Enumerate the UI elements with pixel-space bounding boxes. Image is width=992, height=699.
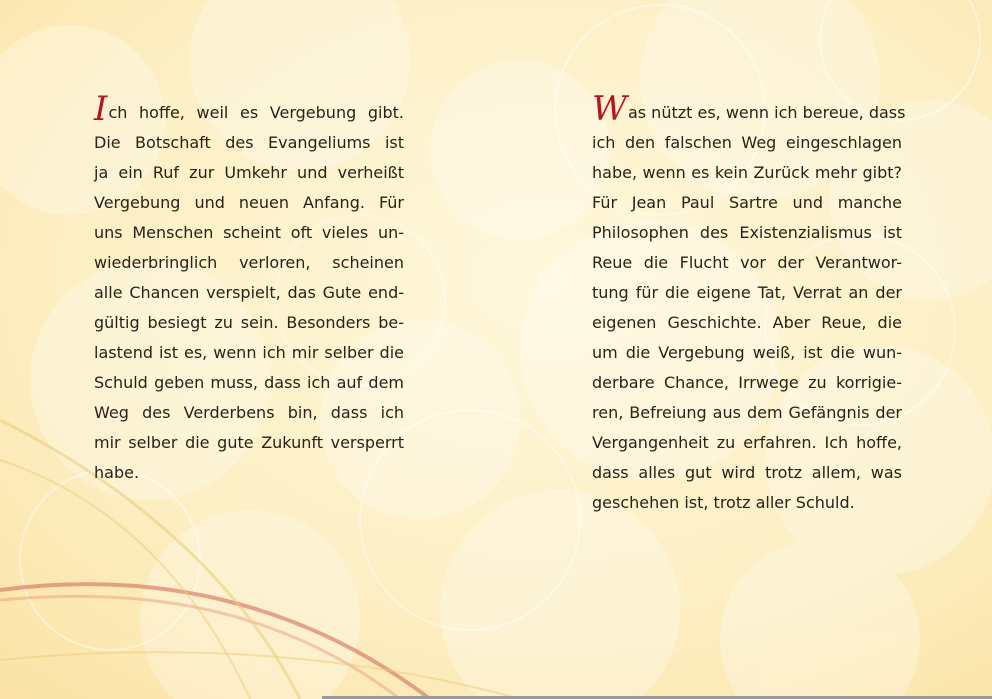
right-page-text xyxy=(592,89,906,518)
paragraph-line: ja ein Ruf zur Umkehr und verheißt xyxy=(94,163,404,182)
paragraph-line: mir selber die gute Zukunft versperrt xyxy=(94,433,404,452)
paragraph-line: Was nützt es, wenn ich bereue, dass xyxy=(592,89,906,129)
paragraph-line: Für Jean Paul Sartre und manche xyxy=(592,193,902,212)
paragraph-line: gültig besiegt zu sein. Besonders be- xyxy=(94,313,404,332)
paragraph-line: habe, wenn es kein Zurück mehr gibt? xyxy=(592,163,902,182)
paragraph-line: Vergebung und neuen Anfang. Für xyxy=(94,193,404,212)
paragraph-line: Weg des Verderbens bin, dass ich xyxy=(94,403,404,422)
paragraph-line: dass alles gut wird trotz allem, was xyxy=(592,463,902,482)
paragraph-line: ich den falschen Weg eingeschlagen xyxy=(592,133,902,152)
paragraph-line: geschehen ist, trotz aller Schuld. xyxy=(592,493,855,512)
paragraph-line: habe. xyxy=(94,463,140,482)
paragraph-line: Vergangenheit zu erfahren. Ich hoffe, xyxy=(592,433,902,452)
left-page-text xyxy=(94,89,404,488)
paragraph-line: ren, Befreiung aus dem Gefängnis der xyxy=(592,403,902,422)
paragraph-line: tung für die eigene Tat, Verrat an der xyxy=(592,283,902,302)
dropcap-letter: W xyxy=(592,89,627,129)
paragraph-line: Die Botschaft des Evangeliums ist xyxy=(94,133,404,152)
paragraph-line: lastend ist es, wenn ich mir selber die xyxy=(94,343,404,362)
paragraph-line: uns Menschen scheint oft vieles un- xyxy=(94,223,404,242)
paragraph-line: Schuld geben muss, dass ich auf dem xyxy=(94,373,404,392)
paragraph-line: wiederbringlich verloren, scheinen xyxy=(94,253,404,272)
paragraph-line: eigenen Geschichte. Aber Reue, die xyxy=(592,313,902,332)
paragraph-line: Ich hoffe, weil es Vergebung gibt. xyxy=(94,89,404,129)
paragraph-line: Reue die Flucht vor der Verantwor- xyxy=(592,253,902,272)
paragraph-line: alle Chancen verspielt, das Gute end- xyxy=(94,283,404,302)
paragraph-line: derbare Chance, Irrwege zu korrigie- xyxy=(592,373,902,392)
paragraph-line: um die Vergebung weiß, ist die wun- xyxy=(592,343,902,362)
paragraph-line: Philosophen des Existenzialismus ist xyxy=(592,223,902,242)
dropcap-letter: I xyxy=(94,89,108,129)
